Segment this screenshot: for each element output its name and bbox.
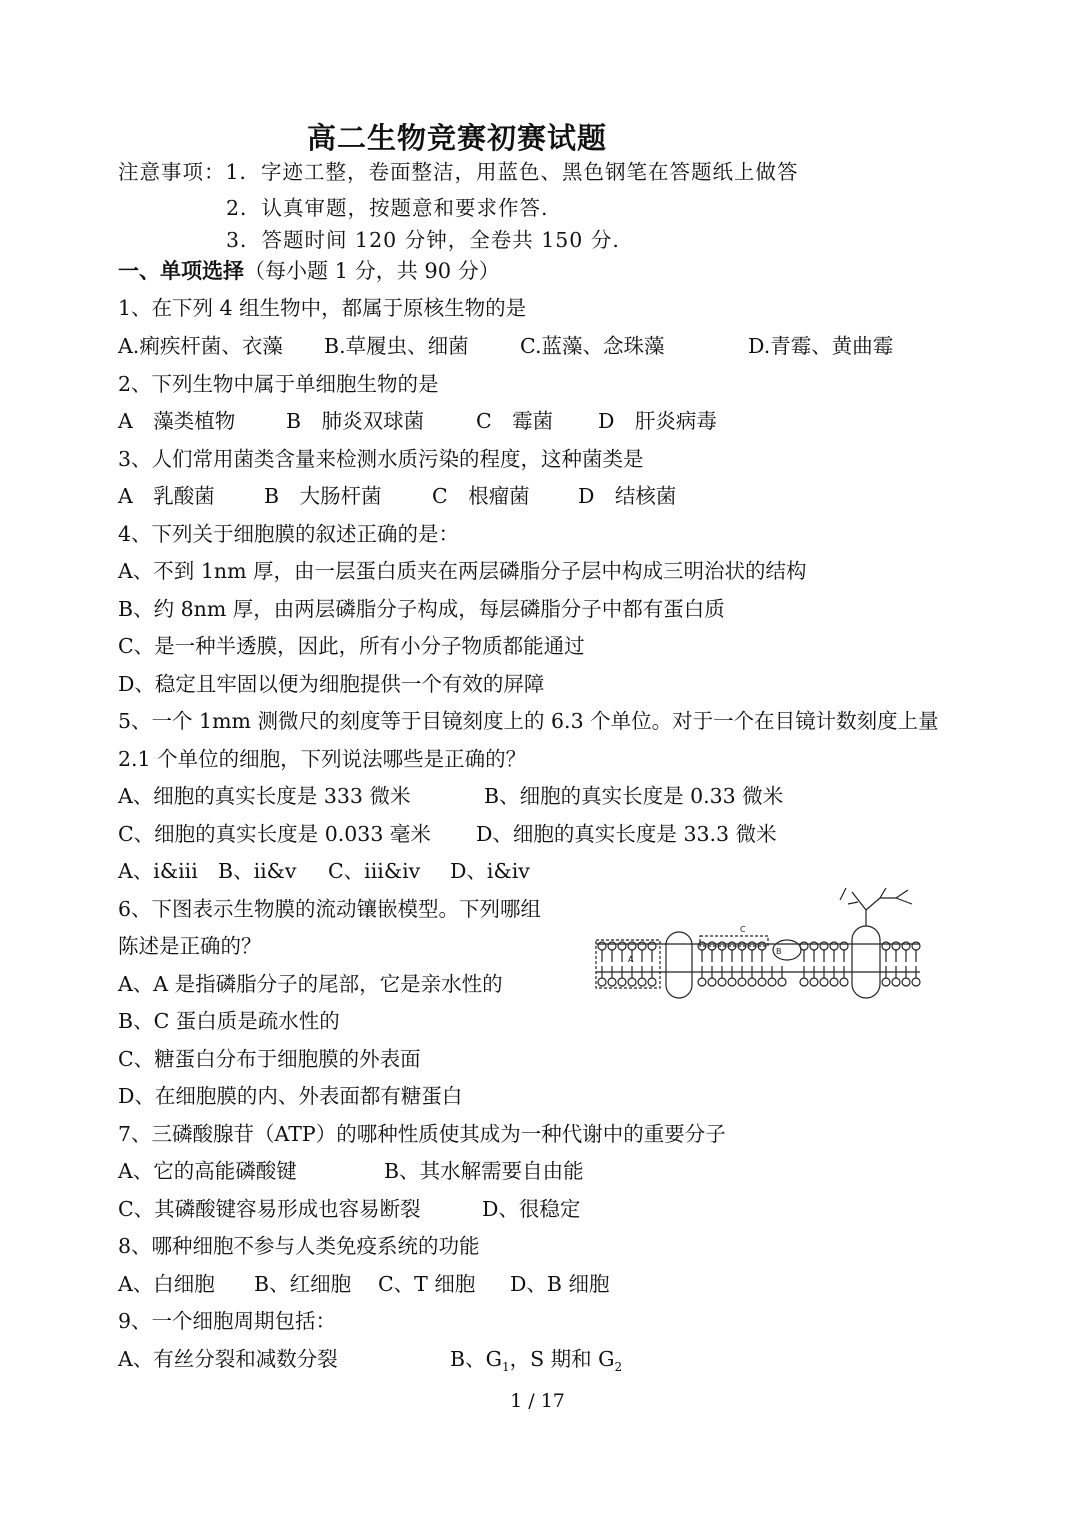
q4-option-d: D、稳定且牢固以便为细胞提供一个有效的屏障 — [118, 672, 545, 696]
q6-stem-1: 6、下图表示生物膜的流动镶嵌模型。下列哪组 — [118, 897, 542, 921]
q4-stem: 4、下列关于细胞膜的叙述正确的是： — [118, 522, 460, 546]
q5-statement-b: B、细胞的真实长度是 0.33 微米 — [484, 784, 784, 808]
q3-stem: 3、人们常用菌类含量来检测水质污染的程度，这种菌类是 — [118, 447, 644, 471]
q9-options — [118, 1345, 622, 1381]
q3-option-a: A 乳酸菌 — [118, 484, 215, 508]
q8-options — [118, 1270, 610, 1298]
q3-option-d: D 结核菌 — [578, 484, 677, 508]
q4-option-c: C、是一种半透膜，因此，所有小分子物质都能通过 — [118, 634, 585, 658]
q5-option-d: D、i&iv — [450, 859, 530, 883]
q5-statement-c: C、细胞的真实长度是 0.033 毫米 — [118, 822, 431, 846]
section-note: （每小题 1 分，共 90 分） — [244, 259, 500, 283]
figure-label-a: A — [628, 955, 634, 964]
q2-option-d: D 肝炎病毒 — [598, 409, 717, 433]
transmembrane-protein-2 — [852, 926, 880, 998]
q6-option-c: C、糖蛋白分布于细胞膜的外表面 — [118, 1047, 421, 1071]
q5-option-b: B、ii&v — [218, 859, 297, 883]
q2-option-b: B 肺炎双球菌 — [286, 409, 425, 433]
notice-item-2: 2．认真审题，按题意和要求作答. — [226, 196, 549, 220]
q2-option-c: C 霉菌 — [476, 409, 554, 433]
q5-stem-2: 2.1 个单位的细胞，下列说法哪些是正确的？ — [118, 747, 527, 771]
q4-option-a: A、不到 1nm 厚，由一层蛋白质夹在两层磷脂分子层中构成三明治状的结构 — [118, 559, 807, 583]
q9-option-b-sub-1: 1 — [501, 1360, 510, 1375]
q2-option-a: A 藻类植物 — [118, 409, 236, 433]
q1-option-b: B.草履虫、细菌 — [324, 334, 469, 358]
q7-option-b: B、其水解需要自由能 — [384, 1159, 584, 1183]
glycan-branch — [840, 888, 846, 900]
q4-option-b: B、约 8nm 厚，由两层磷脂分子构成，每层磷脂分子中都有蛋白质 — [118, 597, 725, 621]
q3-option-c: C 根瘤菌 — [432, 484, 530, 508]
page-title: 高二生物竞赛初赛试题 — [307, 121, 608, 155]
q3-option-b: B 大肠杆菌 — [264, 484, 382, 508]
q9-option-b-prefix: B、G — [450, 1347, 502, 1371]
q7-option-d: D、很稳定 — [482, 1197, 581, 1221]
q7-option-c: C、其磷酸键容易形成也容易断裂 — [118, 1197, 421, 1221]
q5-statements-row-2 — [118, 820, 777, 848]
section-title: 一、单项选择 — [118, 259, 244, 283]
q6-stem-2: 陈述是正确的？ — [118, 934, 262, 958]
q8-option-b: B、红细胞 — [254, 1272, 352, 1296]
section-heading — [118, 257, 500, 285]
q6-option-d: D、在细胞膜的内、外表面都有糖蛋白 — [118, 1084, 463, 1108]
q9-option-a: A、有丝分裂和减数分裂 — [118, 1347, 338, 1371]
q9-option-b — [450, 1345, 622, 1381]
q7-option-a: A、它的高能磷酸键 — [118, 1159, 297, 1183]
notice-line-1 — [118, 158, 799, 186]
q2-options — [118, 407, 717, 435]
q1-option-d: D.青霉、黄曲霉 — [748, 334, 894, 358]
figure-label-b: B — [776, 947, 782, 956]
q7-options-row-2 — [118, 1195, 580, 1223]
q6-option-a: A、A 是指磷脂分子的尾部，它是亲水性的 — [118, 972, 503, 996]
phospholipid-heads-bottom — [598, 978, 920, 986]
figure-label-c: C — [740, 925, 746, 934]
notice-item-1: 1．字迹工整，卷面整洁，用蓝色、黑色钢笔在答题纸上做答 — [225, 160, 799, 184]
transmembrane-protein-1 — [666, 932, 692, 998]
q1-stem: 1、在下列 4 组生物中，都属于原核生物的是 — [118, 296, 527, 320]
notice-label: 注意事项： — [118, 160, 226, 184]
fluid-mosaic-membrane-figure — [590, 886, 925, 1004]
q9-option-b-middle: ，S 期和 G — [509, 1347, 615, 1371]
q1-options — [118, 332, 893, 360]
q5-stem-1: 5、一个 1mm 测微尺的刻度等于目镜刻度上的 6.3 个单位。对于一个在目镜计数刻度上量 — [118, 709, 939, 733]
notice-item-3: 3．答题时间 120 分钟，全卷共 150 分. — [226, 228, 620, 252]
phospholipid-tails — [602, 950, 916, 978]
q5-statement-d: D、细胞的真实长度是 33.3 微米 — [476, 822, 777, 846]
glycoprotein-chains — [848, 888, 912, 926]
q5-statement-a: A、细胞的真实长度是 333 微米 — [118, 784, 411, 808]
q2-stem: 2、下列生物中属于单细胞生物的是 — [118, 372, 439, 396]
q5-statements-row-1 — [118, 782, 783, 810]
q5-option-c: C、iii&iv — [328, 859, 421, 883]
q8-option-a: A、白细胞 — [118, 1272, 215, 1296]
q7-stem: 7、三磷酸腺苷（ATP）的哪种性质使其成为一种代谢中的重要分子 — [118, 1122, 726, 1146]
q8-option-d: D、B 细胞 — [510, 1272, 610, 1296]
page-number: 1 / 17 — [510, 1390, 565, 1412]
q9-option-b-sub-2: 2 — [614, 1360, 623, 1375]
q6-option-b: B、C 蛋白质是疏水性的 — [118, 1009, 340, 1033]
q5-options — [118, 857, 530, 885]
q9-stem: 9、一个细胞周期包括： — [118, 1309, 337, 1333]
q7-options-row-1 — [118, 1157, 584, 1185]
q3-options — [118, 482, 676, 510]
q8-option-c: C、T 细胞 — [378, 1272, 476, 1296]
q1-option-a: A.痢疾杆菌、衣藻 — [118, 334, 283, 358]
q8-stem: 8、哪种细胞不参与人类免疫系统的功能 — [118, 1234, 480, 1258]
q1-option-c: C.蓝藻、念珠藻 — [520, 334, 665, 358]
q5-option-a: A、i&iii — [118, 859, 198, 883]
